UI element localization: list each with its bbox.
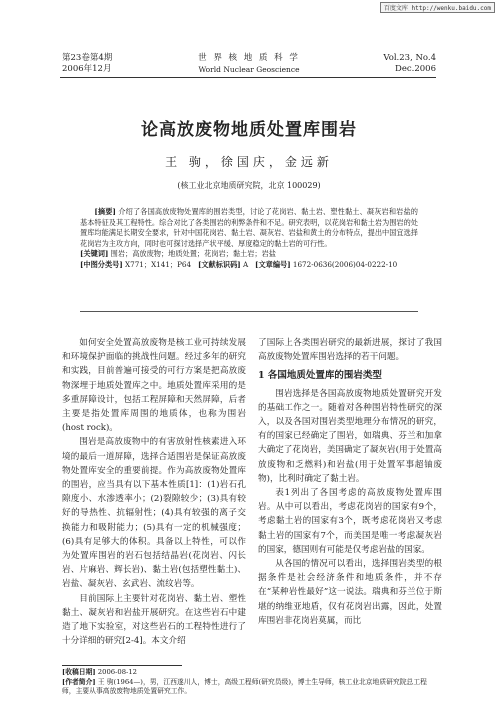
body-paragraph: 表1列出了各国考虑的高放废物处置库围岩。从中可以看出，考虑花岗岩的国家有9个，考虑黏土岩的国家有3个，既考虑花岗岩又考虑黏土岩的国家有7个，而美国是唯一考虑凝灰岩的国家，德国则有可能是仅考虑岩盐的国家。 (258, 488, 442, 555)
keywords-label: [关键词] (80, 249, 109, 259)
author-bio-line (62, 678, 440, 697)
doc-code-label: [文献标识码] (197, 259, 241, 269)
date-cn: 2006年12月 (62, 64, 112, 74)
clc-label: [中图分类号] (80, 259, 123, 269)
journal-title-cn: 世 界 核 地 质 科 学 (198, 53, 300, 63)
footnote-rule (62, 665, 182, 666)
article-number-label: [文章编号] (255, 259, 291, 269)
body-paragraph: 从各国的情况可以看出，选择围岩类型的根据条件是社会经济条件和地质条件，并不存在“某种岩性最好”这一说法。瑞典和芬兰位于斯堪的纳维亚地盾，仅有花岗岩出露，因此，处置库围岩非花岗岩莫属，而比 (258, 559, 442, 626)
journal-title-en: World Nuclear Geoscience (198, 65, 300, 74)
author-bio-label: [作者简介] (62, 677, 96, 686)
left-column (62, 336, 246, 648)
author-bio-text: 王 驹(1964—)，男，江西遂川人，博士，高级工程师(研究员级)，博士生导师，核工业北京地质研究院总工程师，主要从事高放废物地质处置研究工作。 (62, 677, 427, 696)
abstract-label: [摘要] (94, 207, 116, 216)
classification-line (80, 260, 418, 271)
received-line (62, 668, 440, 678)
right-column (258, 336, 442, 628)
body-paragraph: 围岩选择是各国高放废物地质处置研究开发的基础工作之一。随着对各种围岩特性研究的深入，以及各国对围岩类型地理分布情况的研究，有的国家已经确定了围岩，如瑞典、芬兰和加拿大确定了花岗岩，美国确定了凝灰岩(用于处置高放废物和乏燃料)和岩盐(用于处置军事超铀废物)，比利时确定了黏土岩。 (258, 388, 442, 484)
volume-cn: 第23卷第4期 (62, 53, 113, 63)
watermark-badge[interactable]: 百度文库 http://wenku.baidu.com (380, 2, 495, 13)
section-heading: 1 各国地质处置库的围岩类型 (258, 370, 382, 382)
header-right (383, 53, 436, 75)
keywords-text: 围岩；高放废物；地质处置；花岗岩；黏土岩；岩盐 (110, 249, 276, 259)
keywords-line (80, 249, 418, 260)
abstract-text: 介绍了各国高放废物处置库的围岩类型，讨论了花岗岩、黏土岩、塑性黏土、凝灰岩和岩盐的基本特征及其工程特性。综合对比了各类围岩的利弊条件和不足。研究表明，以花岗岩和黏土岩为围岩的处置库均能满足长期安全要求，针对中国花岗岩、黏土岩、凝灰岩、岩盐和黄土的分布特点，提出中国宜选择花岗岩为主攻方向，同时也可探讨选择产状平缓、厚度稳定的黏土岩的可行性。 (80, 207, 418, 248)
body-paragraph: 围岩是高放废物中的有害放射性核素进入环境的最后一道屏障，选择合适围岩是保证高放废物处置库安全的重要前提。作为高放废物处置库的围岩，应当具有以下基本性质[1]：(1)岩石孔隙度小、水渗透率小；(2)裂隙较少；(3)具有较好的导热性、抗辐射性；(4)具有较强的离子交换能力和吸附能力；(5)具有一定的机械强度；(6)具有足够大的体积。具备以上特性，可以作为处置库围岩的岩石包括结晶岩(花岗岩、闪长岩、片麻岩、辉长岩)、黏土岩(包括塑性黏土)、岩盐、凝灰岩、玄武岩、流纹岩等。 (62, 437, 246, 590)
date-en: Dec.2006 (395, 64, 436, 74)
body-paragraph: 了国际上各类围岩研究的最新进展，探讨了我国高放废物处置库围岩选择的若干问题。 (258, 338, 442, 363)
article-title: 论高放废物地质处置库围岩 (141, 120, 357, 140)
received-label: [收稿日期] (62, 668, 96, 676)
received-date: 2006-08-12 (97, 668, 137, 676)
clc-value: X771；X141；P64 (125, 259, 192, 269)
header-rule (60, 77, 436, 78)
abstract-rule (80, 311, 418, 312)
footnote-block (62, 668, 440, 697)
article-authors: 王 驹，徐国庆，金远新 (165, 155, 333, 169)
doc-code-value: A (242, 259, 249, 269)
body-paragraph: 如何安全处置高放废物是核工业可持续发展和环境保护面临的挑战性问题。经过多年的研究和实践，目前普遍可接受的可行方案是把高放废物深埋于地质处置库之中。地质处置库采用的是多重屏障设计，包括工程屏障和天然屏障，后者主要是指处置库周围的地质体，也称为围岩(host rock)。 (62, 338, 246, 434)
abstract-paragraph (80, 207, 418, 249)
abstract-block (80, 207, 418, 271)
body-paragraph: 目前国际上主要针对花岗岩、黏土岩、塑性黏土、凝灰岩和岩盐开展研究。在这些岩石中建造了地下实验室，对这些岩石的工程特性进行了十分详细的研究[2-4]。本文介绍 (62, 593, 246, 647)
article-affiliation: (核工业北京地质研究院，北京 100029) (177, 181, 321, 190)
volume-en: Vol.23, No.4 (383, 53, 436, 63)
article-number-value: 1672-0636(2006)04-0222-10 (292, 259, 398, 269)
